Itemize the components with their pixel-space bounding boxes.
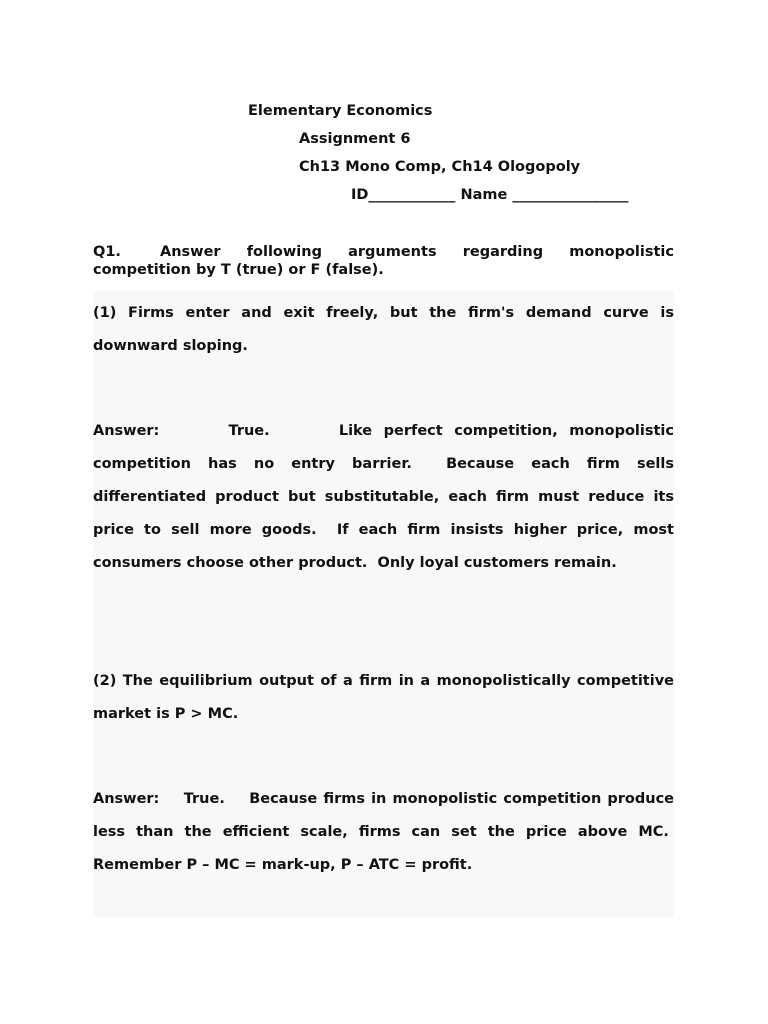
statement-1: (1) Firms enter and exit freely, but the firm's demand curve is downward sloping.: [93, 305, 674, 354]
assignment-label: Assignment 6: [299, 131, 411, 147]
statement-2: (2) The equilibrium output of a firm in a monopolistically competitive market is P > MC.: [93, 673, 674, 722]
id-name-line: ID____________ Name ________________: [351, 187, 629, 203]
question-1: [93, 243, 674, 279]
question-number: Q1.: [93, 244, 121, 260]
answer-2: Answer: True. Because firms in monopolistic competition produce less than the efficient scale, firms can set the price above MC. Remember P – MC = mark-up, P – ATC = profit.: [93, 791, 674, 873]
answer-1: Answer: True. Like perfect competition, monopolistic competition has no entry barrier. Because each firm sells differentiated product but substitutable, each firm must reduce its price to sell more goods. If each firm insists higher price, most consumers choose other product. Only loyal customers remain.: [93, 423, 674, 571]
question-prompt: Answer following arguments regarding monopolistic competition by T (true) or F (false).: [93, 244, 674, 278]
chapters-label: Ch13 Mono Comp, Ch14 Ologopoly: [299, 159, 581, 175]
document-title: Elementary Economics: [248, 103, 433, 119]
